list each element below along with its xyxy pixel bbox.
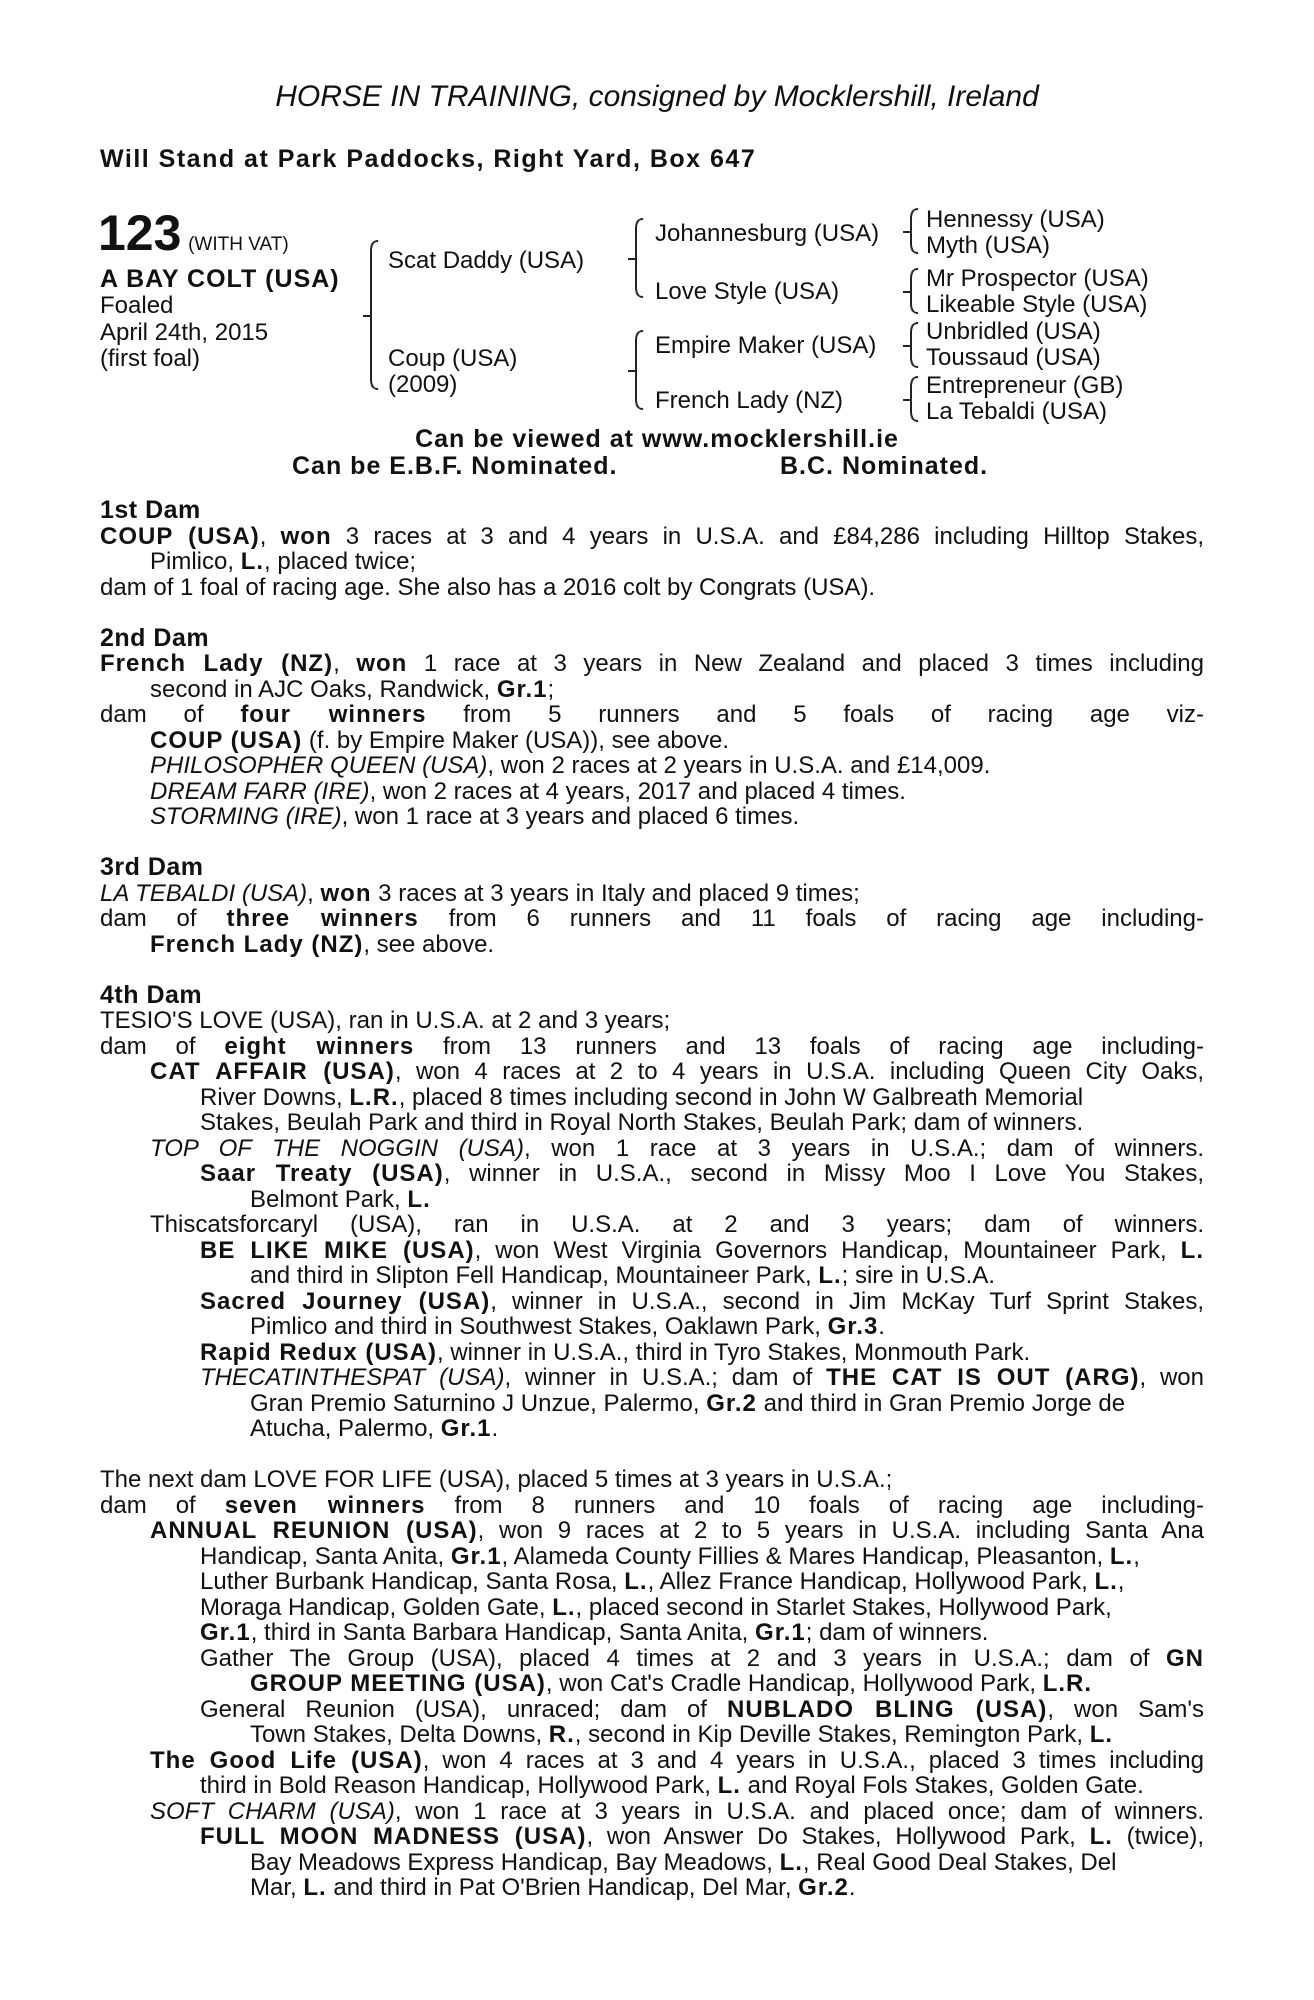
dss-name: Unbridled (USA) bbox=[926, 318, 1101, 345]
plain-text: second in AJC Oaks, Randwick, bbox=[150, 675, 497, 703]
plain-text: , won 1 race at 3 years in U.S.A.; dam of winners. bbox=[523, 1134, 1205, 1162]
bold-text: GN bbox=[1166, 1644, 1204, 1672]
text-line bbox=[100, 1340, 1204, 1366]
plain-text: . bbox=[491, 1415, 499, 1442]
plain-text: and third in Gran Premio Jorge de bbox=[756, 1389, 1126, 1417]
bold-text: eight winners bbox=[224, 1032, 415, 1060]
plain-text: , won Sam's bbox=[1047, 1695, 1205, 1723]
plain-text: Bay Meadows Express Handicap, Bay Meadows, bbox=[250, 1848, 780, 1876]
italic-text: STORMING (IRE) bbox=[150, 803, 342, 830]
plain-text: from 8 runners and 10 foals of racing age including- bbox=[425, 1491, 1204, 1519]
text-line bbox=[100, 1671, 1204, 1697]
plain-text: , won 9 races at 2 to 5 years in U.S.A. including Santa Ana bbox=[477, 1517, 1204, 1544]
pedigree-brace-dam bbox=[635, 330, 647, 410]
plain-text: , winner in U.S.A., second in Missy Moo I Love You Stakes, bbox=[443, 1160, 1205, 1187]
plain-text: 1 race at 3 years in New Zealand and placed 3 times including bbox=[407, 650, 1205, 677]
plain-text: dam of bbox=[100, 701, 241, 728]
plain-text: and Royal Fols Stakes, Golden Gate. bbox=[740, 1772, 1144, 1799]
text-line bbox=[100, 1518, 1204, 1544]
bold-text: CAT AFFAIR (USA) bbox=[150, 1058, 395, 1085]
viewing-note: Can be viewed at www.mocklershill.ie bbox=[415, 425, 899, 453]
bold-text: L. bbox=[240, 548, 265, 575]
foal-note: (first foal) bbox=[100, 345, 201, 372]
text-line bbox=[100, 1289, 1204, 1315]
bold-text: COUP (USA) bbox=[100, 522, 260, 550]
bold-text: Gr.1 bbox=[440, 1415, 492, 1442]
plain-text: , won 2 races at 4 years, 2017 and placed 4 times. bbox=[369, 777, 906, 805]
pedigree-brace-sire bbox=[635, 218, 647, 298]
section-title: 2nd Dam bbox=[100, 623, 210, 652]
pedigree-brace-ds bbox=[910, 322, 922, 368]
plain-text: , second in Kip Deville Stakes, Remington Park, bbox=[574, 1721, 1090, 1748]
text-line bbox=[100, 702, 1204, 728]
plain-text: dam of bbox=[100, 905, 227, 932]
plain-text: River Downs, bbox=[200, 1083, 350, 1111]
text-line bbox=[100, 1773, 1204, 1799]
bold-text: Sacred Journey (USA) bbox=[200, 1287, 491, 1315]
plain-text: , winner in U.S.A., second in Jim McKay Turf Sprint Stakes, bbox=[490, 1287, 1204, 1315]
plain-text: Gather The Group (USA), placed 4 times at 2 and 3 years in U.S.A.; dam of bbox=[200, 1644, 1166, 1672]
text-line bbox=[100, 1697, 1204, 1723]
plain-text: , won bbox=[1139, 1364, 1204, 1391]
text-line bbox=[100, 1799, 1204, 1825]
lot-description: A BAY COLT (USA) bbox=[100, 265, 340, 293]
plain-text: , won 1 race at 3 years in U.S.A. and placed once; dam of winners. bbox=[394, 1797, 1204, 1825]
pedigree-brace-gen1 bbox=[370, 240, 382, 390]
italic-text: SOFT CHARM (USA) bbox=[150, 1797, 395, 1825]
plain-text: Moraga Handicap, Golden Gate, bbox=[200, 1593, 553, 1621]
text-line bbox=[100, 1161, 1204, 1187]
sire-name: Scat Daddy (USA) bbox=[388, 247, 585, 274]
bold-text: L.R. bbox=[1042, 1670, 1093, 1697]
text-line bbox=[100, 881, 1204, 907]
text-line bbox=[100, 1212, 1204, 1238]
plain-text: , won 4 races at 3 and 4 years in U.S.A., placed 3 times including bbox=[422, 1746, 1204, 1774]
bold-text: Gr.2 bbox=[798, 1874, 849, 1901]
italic-text: LA TEBALDI (USA) bbox=[100, 879, 308, 907]
bold-text: GROUP MEETING (USA) bbox=[250, 1670, 546, 1697]
text-line bbox=[100, 1034, 1204, 1060]
bold-text: L. bbox=[1109, 1542, 1134, 1570]
bold-text: Gr.1 bbox=[496, 675, 548, 703]
bold-text: Gr.1 bbox=[450, 1542, 502, 1570]
text-line bbox=[100, 1595, 1204, 1621]
pedigree-brace-dd bbox=[910, 376, 922, 422]
plain-text: , won 1 race at 3 years and placed 6 times. bbox=[341, 803, 800, 830]
bold-text: won bbox=[320, 879, 372, 907]
bold-text: French Lady (NZ) bbox=[150, 930, 364, 958]
italic-text: TOP OF THE NOGGIN (USA) bbox=[150, 1134, 524, 1162]
bold-text: French Lady (NZ) bbox=[100, 650, 334, 677]
sire-dam: Love Style (USA) bbox=[655, 278, 840, 305]
dam-dam: French Lady (NZ) bbox=[655, 387, 844, 414]
plain-text: , won Answer Do Stakes, Hollywood Park, bbox=[586, 1823, 1090, 1850]
text-line bbox=[100, 1008, 1204, 1034]
ebf-note: Can be E.B.F. Nominated. bbox=[292, 452, 618, 480]
bold-text: won bbox=[356, 650, 408, 677]
text-line bbox=[100, 575, 1204, 601]
bold-text: L. bbox=[407, 1185, 431, 1213]
bold-text: COUP (USA) bbox=[150, 726, 303, 754]
text-line bbox=[100, 677, 1204, 703]
plain-text: dam of bbox=[100, 1491, 225, 1519]
plain-text: , won 4 races at 2 to 4 years in U.S.A. including Queen City Oaks, bbox=[394, 1058, 1204, 1085]
plain-text: . bbox=[878, 1313, 885, 1340]
text-line bbox=[100, 1059, 1204, 1085]
plain-text: , won West Virginia Governors Handicap, Mountaineer Park, bbox=[474, 1236, 1181, 1264]
plain-text: (twice), bbox=[1112, 1823, 1205, 1850]
text-line bbox=[100, 1416, 1204, 1442]
dam-sire: Empire Maker (USA) bbox=[655, 332, 877, 359]
plain-text: Town Stakes, Delta Downs, bbox=[250, 1721, 549, 1748]
plain-text: , bbox=[1133, 1542, 1140, 1570]
text-line bbox=[100, 753, 1204, 779]
dam-section bbox=[100, 980, 1205, 1442]
text-line bbox=[100, 549, 1204, 575]
section-title: 3rd Dam bbox=[100, 853, 204, 881]
plain-text: and third in Pat O'Brien Handicap, Del Mar, bbox=[326, 1874, 799, 1901]
plain-text: dam of 1 foal of racing age. She also has a 2016 colt by Congrats (USA). bbox=[100, 573, 876, 601]
bold-text: L. bbox=[779, 1848, 803, 1876]
plain-text: , placed second in Starlet Stakes, Hollywood Park, bbox=[575, 1593, 1112, 1621]
lot-number: 123 bbox=[98, 205, 182, 261]
plain-text: , Allez France Handicap, Hollywood Park, bbox=[647, 1568, 1095, 1595]
text-line bbox=[100, 779, 1204, 805]
plain-text: Stakes, Beulah Park and third in Royal North Stakes, Beulah Park; dam of winners. bbox=[200, 1109, 1084, 1136]
dam-name: Coup (USA) bbox=[388, 345, 518, 372]
plain-text: , winner in U.S.A.; dam of bbox=[504, 1364, 827, 1391]
text-line bbox=[100, 1238, 1204, 1264]
bold-text: Saar Treaty (USA) bbox=[200, 1160, 444, 1187]
plain-text: Gran Premio Saturnino J Unzue, Palermo, bbox=[250, 1389, 707, 1417]
stand-location: Will Stand at Park Paddocks, Right Yard, Box 647 bbox=[100, 145, 757, 173]
plain-text: (f. by Empire Maker (USA)), see above. bbox=[302, 726, 730, 754]
sire-sire: Johannesburg (USA) bbox=[655, 220, 880, 247]
plain-text: , third in Santa Barbara Handicap, Santa Anita, bbox=[250, 1619, 756, 1646]
text-line bbox=[100, 1493, 1204, 1519]
plain-text: 3 races at 3 years in Italy and placed 9 times; bbox=[371, 879, 860, 907]
pedigree-notes bbox=[100, 498, 1204, 1901]
plain-text: The next dam LOVE FOR LIFE (USA), placed 5 times at 3 years in U.S.A.; bbox=[100, 1466, 893, 1493]
bold-text: L. bbox=[303, 1874, 327, 1901]
section-title: 4th Dam bbox=[100, 980, 203, 1009]
dam-section bbox=[100, 623, 1205, 830]
text-line bbox=[100, 728, 1204, 754]
plain-text: Belmont Park, bbox=[250, 1185, 408, 1213]
plain-text: Atucha, Palermo, bbox=[250, 1415, 441, 1442]
lot-number-line bbox=[98, 204, 289, 262]
plain-text: third in Bold Reason Handicap, Hollywood Park, bbox=[200, 1772, 718, 1799]
italic-text: DREAM FARR (IRE) bbox=[150, 777, 370, 805]
text-line bbox=[100, 1187, 1204, 1213]
dds-name: Entrepreneur (GB) bbox=[926, 372, 1124, 399]
text-line bbox=[100, 1085, 1204, 1111]
text-line bbox=[100, 1824, 1204, 1850]
foaled-date: April 24th, 2015 bbox=[100, 319, 269, 346]
plain-text: 3 races at 3 and 4 years in U.S.A. and £84,286 including Hilltop Stakes, bbox=[331, 522, 1204, 550]
bold-text: NUBLADO BLING (USA) bbox=[727, 1695, 1048, 1723]
plain-text: , winner in U.S.A., third in Tyro Stakes, Monmouth Park. bbox=[437, 1338, 1031, 1366]
dam-section bbox=[100, 498, 1204, 600]
plain-text: TESIO'S LOVE (USA), ran in U.S.A. at 2 and 3 years; bbox=[100, 1007, 671, 1034]
text-line bbox=[100, 932, 1204, 958]
text-line bbox=[100, 1314, 1204, 1340]
bold-text: three winners bbox=[226, 905, 419, 932]
plain-text: Luther Burbank Handicap, Santa Rosa, bbox=[200, 1568, 625, 1595]
plain-text: , bbox=[333, 650, 357, 677]
text-line bbox=[100, 1646, 1204, 1672]
text-line bbox=[100, 1544, 1204, 1570]
dam-section bbox=[100, 855, 1204, 957]
bold-text: FULL MOON MADNESS (USA) bbox=[200, 1823, 587, 1850]
plain-text: ; sire in U.S.A. bbox=[841, 1262, 996, 1289]
plain-text: , Real Good Deal Stakes, Del bbox=[802, 1848, 1117, 1876]
pedigree-brace-sd bbox=[910, 268, 922, 314]
bold-text: Gr.1 bbox=[200, 1619, 251, 1646]
sdd-name: Likeable Style (USA) bbox=[926, 291, 1148, 318]
bold-text: seven winners bbox=[224, 1491, 426, 1519]
plain-text: from 6 runners and 11 foals of racing age including- bbox=[418, 905, 1204, 932]
pedigree-brace-ss bbox=[910, 208, 922, 254]
plain-text: from 13 runners and 13 foals of racing age including- bbox=[414, 1032, 1205, 1060]
plain-text: , see above. bbox=[363, 930, 495, 958]
dam-section bbox=[100, 1467, 1204, 1901]
text-line bbox=[100, 1748, 1204, 1774]
plain-text: , Alameda County Fillies & Mares Handicap, Pleasanton, bbox=[501, 1542, 1110, 1570]
plain-text: General Reunion (USA), unraced; dam of bbox=[200, 1695, 727, 1723]
italic-text: PHILOSOPHER QUEEN (USA) bbox=[150, 752, 488, 779]
dam-year: (2009) bbox=[388, 371, 458, 398]
text-line bbox=[100, 651, 1204, 677]
plain-text: from 5 runners and 5 foals of racing age viz- bbox=[426, 701, 1205, 728]
bold-text: L.R. bbox=[349, 1083, 399, 1111]
plain-text: , won 2 races at 2 years in U.S.A. and £14,009. bbox=[487, 752, 991, 779]
plain-text: , bbox=[1117, 1568, 1125, 1595]
plain-text: , placed twice; bbox=[264, 548, 417, 575]
text-line bbox=[100, 906, 1204, 932]
bold-text: Gr.3 bbox=[827, 1313, 879, 1340]
bold-text: BE LIKE MIKE (USA) bbox=[200, 1236, 475, 1264]
bc-note: B.C. Nominated. bbox=[780, 452, 989, 480]
page-heading: HORSE IN TRAINING, consigned by Mocklershill, Ireland bbox=[275, 80, 1039, 113]
text-line bbox=[100, 1391, 1204, 1417]
bold-text: L. bbox=[1089, 1823, 1113, 1850]
plain-text: ; bbox=[547, 675, 555, 703]
bold-text: Gr.2 bbox=[706, 1389, 757, 1417]
text-line bbox=[100, 1365, 1204, 1391]
text-line bbox=[100, 1467, 1204, 1493]
text-line bbox=[100, 1569, 1204, 1595]
bold-text: L. bbox=[1180, 1236, 1204, 1264]
text-line bbox=[100, 1110, 1204, 1136]
bold-text: four winners bbox=[240, 701, 427, 728]
plain-text: Pimlico and third in Southwest Stakes, Oaklawn Park, bbox=[250, 1313, 828, 1340]
bold-text: THE CAT IS OUT (ARG) bbox=[826, 1364, 1140, 1391]
text-line bbox=[100, 1722, 1204, 1748]
text-line bbox=[100, 1136, 1204, 1162]
plain-text: , won Cat's Cradle Handicap, Hollywood Park, bbox=[545, 1670, 1043, 1697]
bold-text: R. bbox=[548, 1721, 575, 1748]
plain-text: , bbox=[307, 879, 321, 907]
plain-text: and third in Slipton Fell Handicap, Mountaineer Park, bbox=[250, 1262, 819, 1289]
section-title: 1st Dam bbox=[100, 496, 201, 524]
foaled-label: Foaled bbox=[100, 292, 174, 319]
plain-text: dam of bbox=[100, 1032, 225, 1060]
plain-text: Pimlico, bbox=[150, 548, 241, 575]
bold-text: L. bbox=[552, 1593, 576, 1621]
text-line bbox=[100, 1620, 1204, 1646]
bold-text: ANNUAL REUNION (USA) bbox=[150, 1517, 478, 1544]
bold-text: won bbox=[280, 522, 332, 550]
sss-name: Hennessy (USA) bbox=[926, 206, 1105, 233]
plain-text: Thiscatsforcaryl (USA), ran in U.S.A. at 2 and 3 years; dam of winners. bbox=[150, 1211, 1204, 1238]
plain-text: Mar, bbox=[250, 1874, 304, 1901]
dsd-name: Toussaud (USA) bbox=[926, 344, 1101, 371]
bold-text: Rapid Redux (USA) bbox=[200, 1338, 438, 1366]
bold-text: L. bbox=[818, 1262, 842, 1289]
ssd-name: Myth (USA) bbox=[926, 232, 1051, 259]
ddd-name: La Tebaldi (USA) bbox=[926, 398, 1107, 425]
plain-text: ; dam of winners. bbox=[805, 1619, 989, 1646]
plain-text: . bbox=[848, 1874, 856, 1901]
bold-text: L. bbox=[1094, 1568, 1118, 1595]
text-line bbox=[100, 1875, 1204, 1901]
text-line bbox=[100, 1263, 1204, 1289]
plain-text: , placed 8 times including second in John W Galbreath Memorial bbox=[398, 1083, 1084, 1111]
text-line bbox=[100, 1850, 1204, 1876]
plain-text: Handicap, Santa Anita, bbox=[200, 1542, 451, 1570]
vat-label: (WITH VAT) bbox=[188, 234, 289, 255]
sds-name: Mr Prospector (USA) bbox=[926, 265, 1149, 292]
italic-text: THECATINTHESPAT (USA) bbox=[200, 1364, 505, 1391]
pedigree-block bbox=[0, 0, 1314, 480]
bold-text: L. bbox=[717, 1772, 741, 1799]
bold-text: L. bbox=[1089, 1721, 1114, 1748]
text-line bbox=[100, 524, 1204, 550]
bold-text: L. bbox=[624, 1568, 648, 1595]
plain-text: , bbox=[259, 522, 281, 550]
bold-text: Gr.1 bbox=[755, 1619, 806, 1646]
text-line bbox=[100, 804, 1204, 830]
bold-text: The Good Life (USA) bbox=[150, 1746, 423, 1774]
